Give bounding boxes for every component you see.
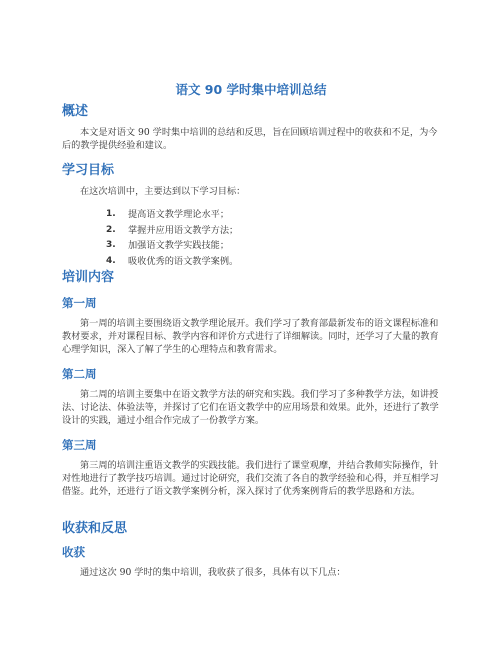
section-heading-content: 培训内容 — [62, 270, 115, 285]
list-item — [62, 254, 442, 270]
list-item-text: 掌握并应用语文教学方法； — [128, 224, 239, 236]
overview-paragraph: 本文是对语文 90 学时集中培训的总结和反思，旨在回顾培训过程中的收获和不足，为今后的教学提供经验和建议。 — [62, 127, 438, 151]
list-item-text: 加强语文教学实践技能； — [128, 240, 230, 251]
section-heading-overview: 概述 — [62, 104, 89, 119]
gain-heading: 收获 — [62, 545, 85, 559]
list-item-text: 提高语文教学理论水平； — [128, 209, 230, 220]
week-paragraph-1: 第一周的培训主要围绕语文教学理论展开。我们学习了教育部最新发布的语文课程标准和教材要求，并对课程目标、教学内容和评价方式进行了详细解读。同时，还学习了大量的教育心理学知识，深入了解了学生的心理特点和教育需求。 — [62, 318, 439, 355]
list-item-number: 1. — [106, 209, 116, 219]
list-item — [62, 223, 442, 239]
list-item-number: 4. — [106, 255, 116, 266]
week-paragraph-2: 第二周的培训主要集中在语文教学方法的研究和实践。我们学习了多种教学方法，如讲授法、讨论法、体验法等，并探讨了它们在语文教学中的应用场景和效果。此外，还进行了教学设计的实践，通过小组合作完成了一份教学方案。 — [62, 389, 439, 426]
goals-intro: 在这次培训中，主要达到以下学习目标： — [80, 186, 246, 197]
list-item-text: 吸收优秀的语文教学案例。 — [128, 255, 239, 267]
document-title: 语文 90 学时集中培训总结 — [175, 82, 327, 97]
gain-paragraph: 通过这次 90 学时的集中培训，我收获了很多，具体有以下几点： — [80, 567, 346, 578]
week-heading-1: 第一周 — [62, 296, 97, 310]
section-heading-reflection: 收获和反思 — [62, 521, 128, 536]
goals-list — [62, 207, 442, 269]
list-item — [62, 207, 442, 223]
section-heading-goals: 学习目标 — [62, 163, 115, 178]
list-item-number: 2. — [106, 224, 116, 235]
week-paragraph-3: 第三周的培训注重语文教学的实践技能。我们进行了课堂观摩，并结合教师实际操作，针对性地进行了教学技巧培训。通过讨论研究，我们交流了各自的教学经验和心得，并互相学习借鉴。此外，还进行了语文教学案例分析，深入探讨了优秀案例背后的教学思路和方法。 — [62, 460, 439, 497]
list-item-number: 3. — [106, 240, 116, 250]
week-heading-2: 第二周 — [62, 367, 97, 381]
list-item — [62, 238, 442, 254]
week-heading-3: 第三周 — [62, 438, 97, 452]
